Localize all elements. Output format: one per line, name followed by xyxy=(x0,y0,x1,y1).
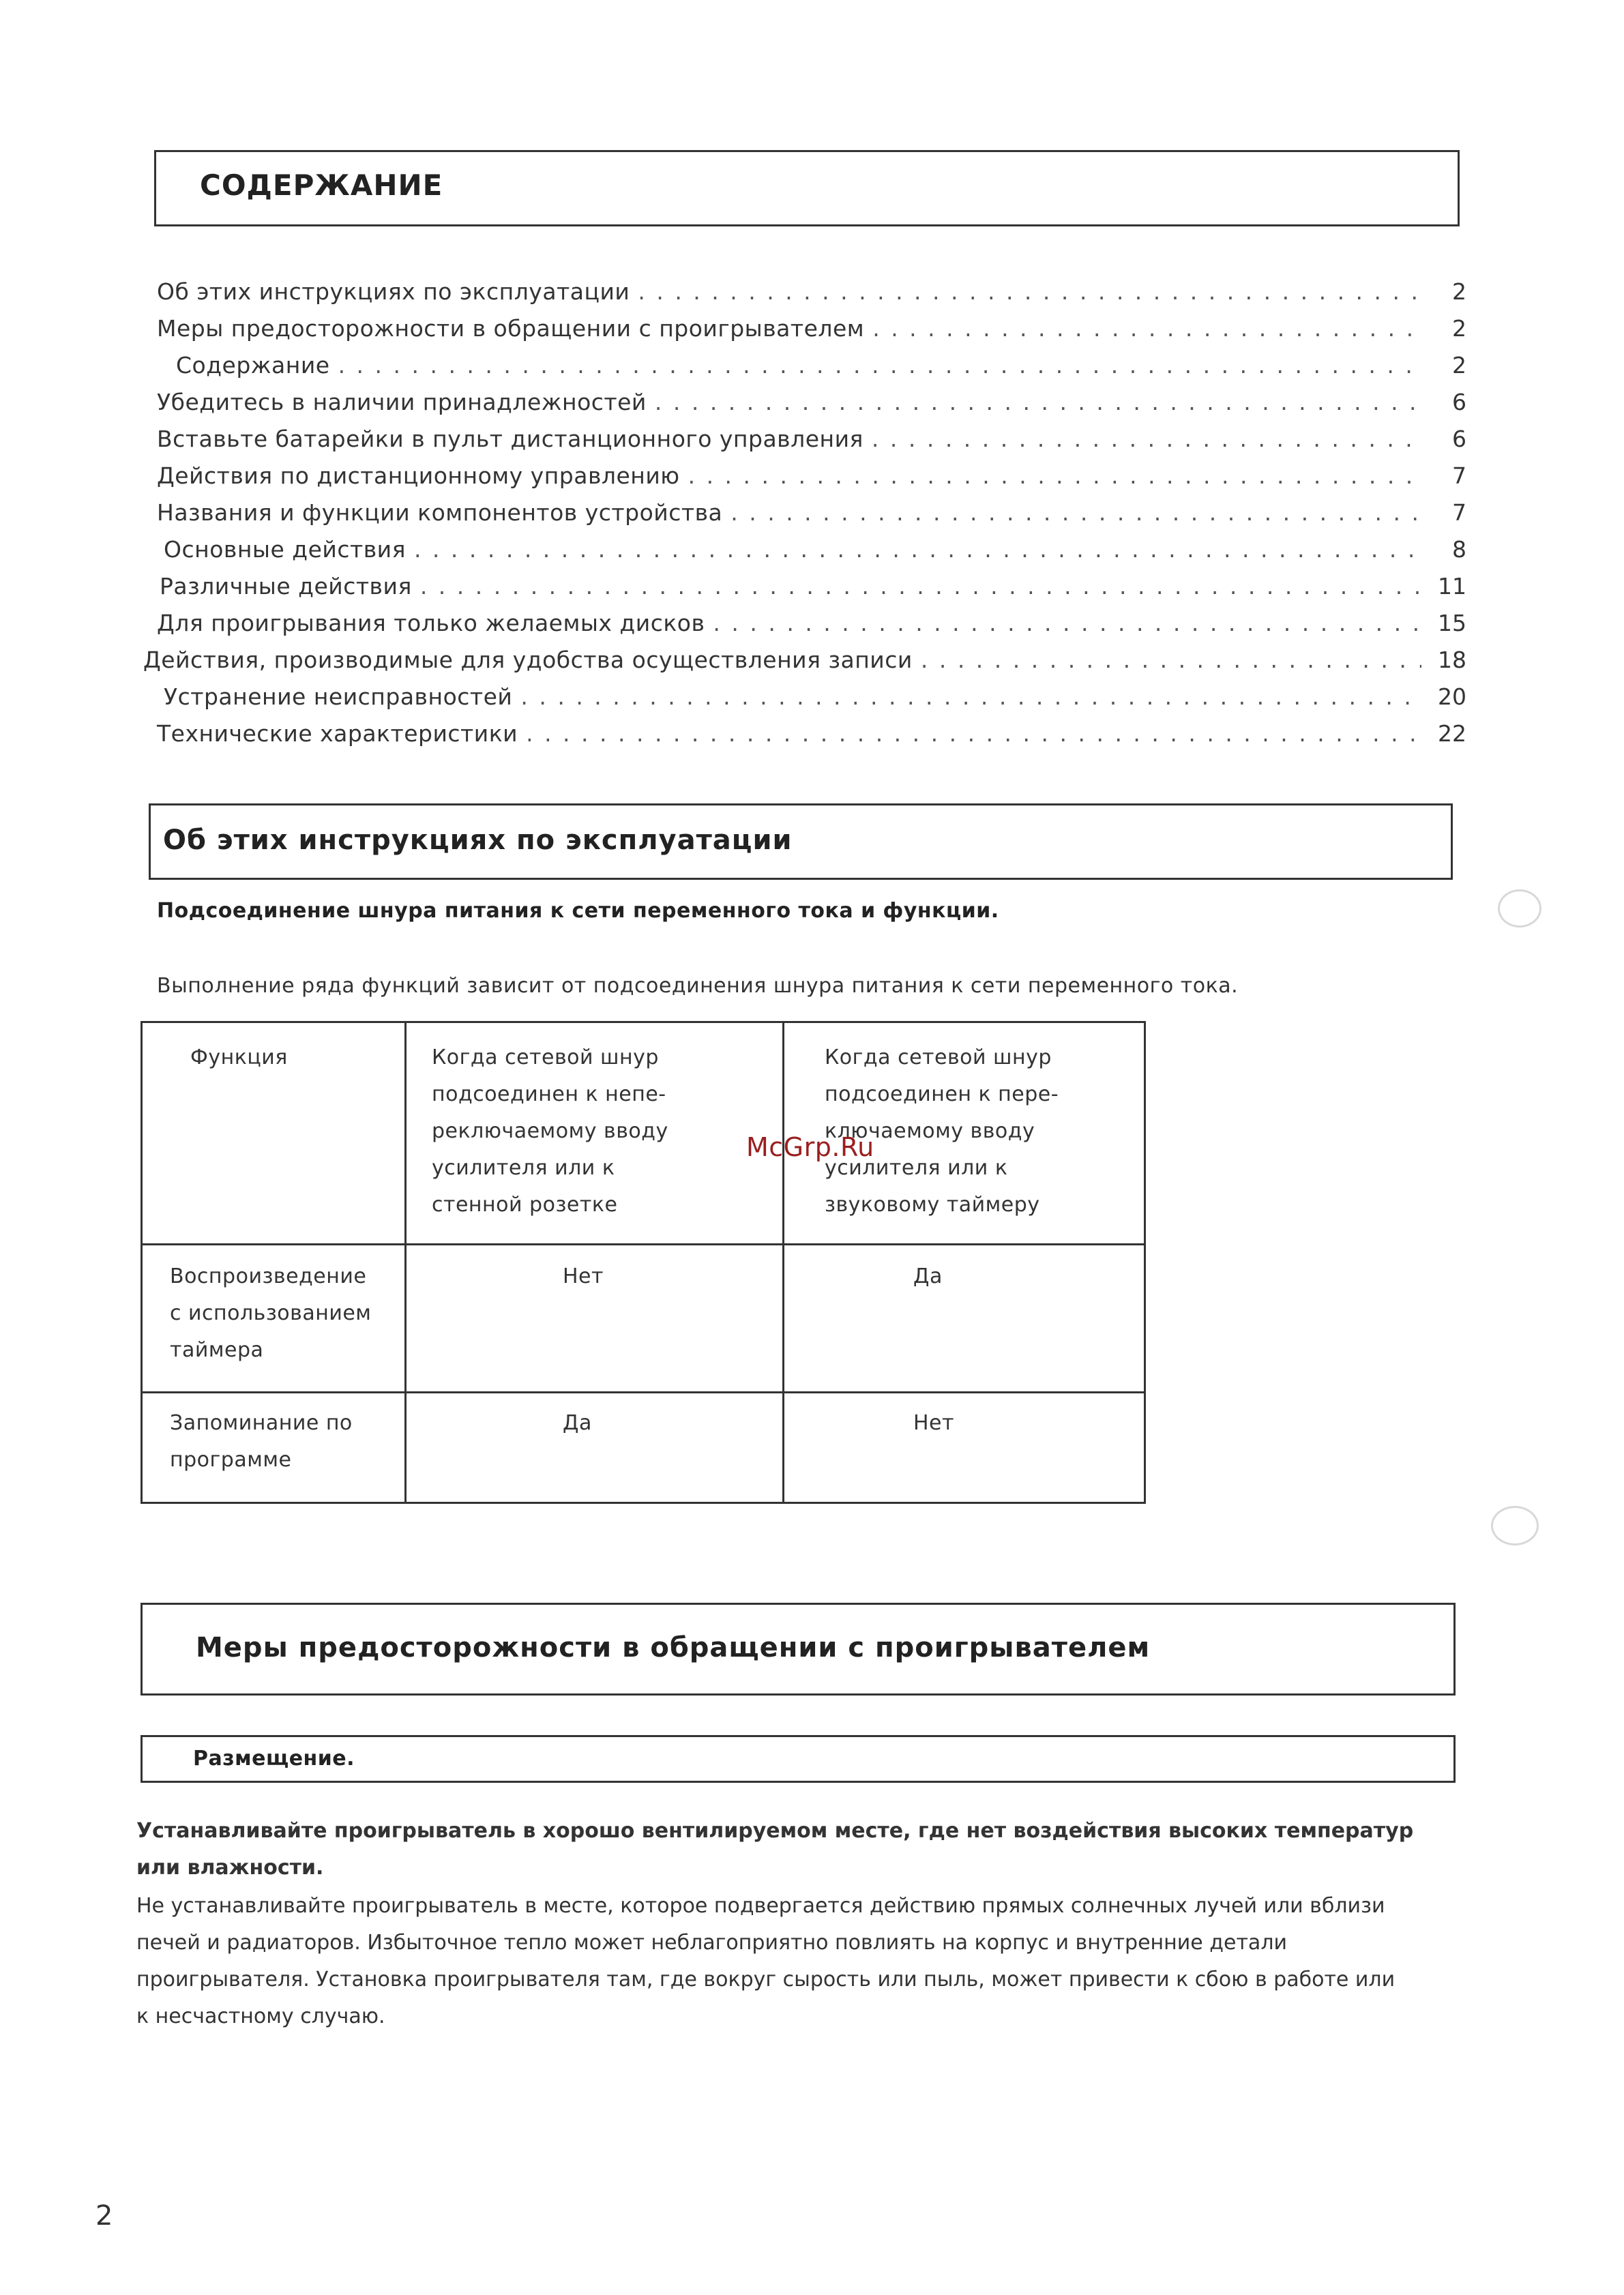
toc-item-page: 2 xyxy=(1452,352,1466,379)
toc-item xyxy=(157,683,1466,720)
toc-leader-dots xyxy=(921,647,1421,673)
toc-item-page: 20 xyxy=(1438,683,1466,710)
toc-item xyxy=(157,352,1466,389)
toc-item-page: 11 xyxy=(1438,573,1466,599)
table-row-timer-label: Воспроизведение с использованием таймера xyxy=(170,1264,372,1362)
table-row-program-switched: Нет xyxy=(913,1411,954,1435)
table-row-timer-non-switched: Нет xyxy=(563,1264,604,1288)
toc-item xyxy=(157,278,1466,315)
toc-item-title: Различные действия xyxy=(160,573,412,599)
power-cord-subheading: Подсоединение шнура питания к сети переменного тока и функции. xyxy=(157,899,999,923)
section-precautions-heading: Меры предосторожности в обращении с проигрывателем xyxy=(196,1632,1151,1663)
toc-item-title: Действия по дистанционному управлению xyxy=(157,462,680,489)
toc-item xyxy=(157,610,1466,647)
toc-leader-dots xyxy=(730,499,1421,526)
toc-item-title: Действия, производимые для удобства осуществления записи xyxy=(143,647,913,673)
table-header-switched: Когда сетевой шнур подсоединен к пере- ключаемому вводу усилителя или к звуковому таймеру xyxy=(825,1046,1059,1217)
toc-item-page: 6 xyxy=(1452,389,1466,415)
table-of-contents xyxy=(143,278,1466,757)
binder-hole-top xyxy=(1498,889,1541,928)
table-row-divider-1 xyxy=(143,1243,1144,1245)
toc-item xyxy=(157,499,1466,536)
toc-item-title: Технические характеристики xyxy=(157,720,518,747)
placement-text-line-2: печей и радиаторов. Избыточное тепло может неблагоприятно повлиять на корпус и внутренние детали xyxy=(136,1931,1287,1955)
page-number: 2 xyxy=(95,2200,113,2232)
toc-item-title: Вставьте батарейки в пульт дистанционного управления xyxy=(157,426,863,452)
section-precautions-box xyxy=(141,1603,1456,1696)
toc-item xyxy=(157,720,1466,757)
toc-item xyxy=(157,462,1466,499)
toc-item-title: Содержание xyxy=(176,352,330,379)
placement-subheading: Размещение. xyxy=(193,1747,355,1771)
table-row-divider-2 xyxy=(143,1391,1144,1393)
toc-leader-dots xyxy=(713,610,1421,636)
section-about-instructions-box xyxy=(149,803,1453,880)
toc-item-title: Для проигрывания только желаемых дисков xyxy=(157,610,705,636)
toc-item-page: 7 xyxy=(1452,499,1466,526)
toc-leader-dots xyxy=(872,315,1421,342)
toc-leader-dots xyxy=(872,426,1421,452)
toc-leader-dots xyxy=(414,536,1421,563)
table-row-program-non-switched: Да xyxy=(563,1411,592,1435)
toc-item-title: Названия и функции компонентов устройства xyxy=(157,499,723,526)
table-header-non-switched: Когда сетевой шнур подсоединен к непе- реключаемому вводу усилителя или к стенной розетке xyxy=(432,1046,668,1217)
toc-item-page: 8 xyxy=(1452,536,1466,563)
toc-leader-dots xyxy=(420,573,1421,599)
toc-item-title: Меры предосторожности в обращении с проигрывателем xyxy=(157,315,865,342)
toc-item-title: Основные действия xyxy=(164,536,406,563)
toc-leader-dots xyxy=(520,683,1421,710)
toc-item xyxy=(157,389,1466,426)
contents-heading: СОДЕРЖАНИЕ xyxy=(200,168,443,202)
section-about-instructions-heading: Об этих инструкциях по эксплуатации xyxy=(163,825,793,856)
toc-leader-dots xyxy=(688,462,1421,489)
toc-item xyxy=(157,426,1466,462)
function-table xyxy=(141,1021,1146,1504)
toc-item-page: 2 xyxy=(1452,278,1466,305)
toc-item-page: 6 xyxy=(1452,426,1466,452)
toc-item-page: 2 xyxy=(1452,315,1466,342)
power-cord-intro: Выполнение ряда функций зависит от подсоединения шнура питания к сети переменного тока. xyxy=(157,974,1239,998)
placement-text-line-3: проигрывателя. Установка проигрывателя там, где вокруг сырость или пыль, может привести к сбою в работе или xyxy=(136,1968,1396,1992)
toc-leader-dots xyxy=(338,352,1421,379)
toc-item xyxy=(157,315,1466,352)
toc-item-page: 7 xyxy=(1452,462,1466,489)
contents-header-box xyxy=(154,150,1460,226)
toc-item-title: Устранение неисправностей xyxy=(164,683,513,710)
placement-bold-line-1: Устанавливайте проигрыватель в хорошо вентилируемом месте, где нет воздействия высоких температур xyxy=(136,1819,1414,1843)
toc-item xyxy=(157,573,1466,610)
table-divider-1 xyxy=(404,1023,407,1502)
toc-item-title: Об этих инструкциях по эксплуатации xyxy=(157,278,630,305)
binder-hole-bottom xyxy=(1491,1506,1539,1545)
toc-item xyxy=(143,647,1466,683)
placement-bold-line-2: или влажности. xyxy=(136,1856,324,1880)
toc-leader-dots xyxy=(655,389,1421,415)
table-header-function: Функция xyxy=(190,1046,288,1069)
placement-subheading-box xyxy=(141,1735,1456,1783)
toc-item-page: 22 xyxy=(1438,720,1466,747)
placement-text-line-1: Не устанавливайте проигрыватель в месте, которое подвергается действию прямых солнечных лучей или вблизи xyxy=(136,1894,1385,1918)
table-divider-2 xyxy=(782,1023,784,1502)
table-row-program-label: Запоминание по программе xyxy=(170,1411,353,1472)
toc-item xyxy=(157,536,1466,573)
toc-leader-dots xyxy=(526,720,1421,747)
watermark: McGrp.Ru xyxy=(746,1132,874,1162)
toc-leader-dots xyxy=(638,278,1421,305)
placement-text-line-4: к несчастному случаю. xyxy=(136,2004,385,2028)
toc-item-title: Убедитесь в наличии принадлежностей xyxy=(157,389,647,415)
toc-item-page: 18 xyxy=(1438,647,1466,673)
toc-item-page: 15 xyxy=(1438,610,1466,636)
table-row-timer-switched: Да xyxy=(913,1264,943,1288)
